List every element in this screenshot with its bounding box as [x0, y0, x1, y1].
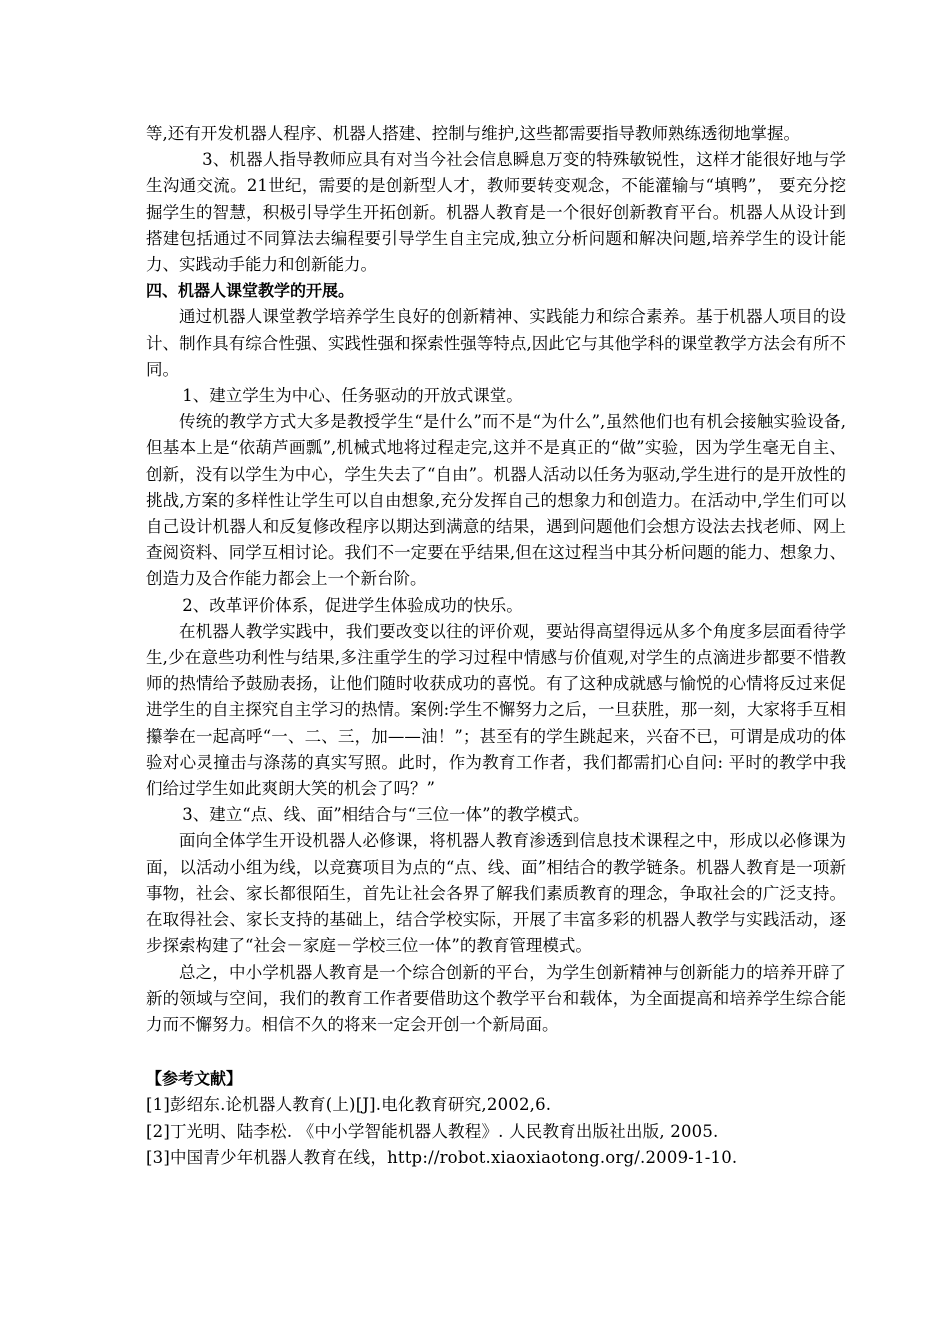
item-1-body: 传统的教学方式大多是教授学生“是什么”而不是“为什么”,虽然他们也有机会接触实验设备,但基本上是“依葫芦画瓢”,机械式地将过程走完,这并不是真正的“做”实验，因为学生毫无自主、创新，没有以学生为中心，学生失去了“自由”。机器人活动以任务为驱动,学生进行的是开放性的挑战,方案的多样性让学生可以自由想象,充分发挥自己的想象力和创造力。在活动中,学生们可以自己设计机器人和反复修改程序以期达到满意的结果，遇到问题他们会想方设法去找老师、网上查阅资料、同学互相讨论。我们不一定要在乎结果,但在这过程当中其分析问题的能力、想象力、创造力及合作能力都会上一个新台阶。 [146, 412, 846, 589]
section-heading-4: 四、机器人课堂教学的开展。 [146, 281, 355, 301]
paragraph-continuation: 等,还有开发机器人程序、机器人搭建、控制与维护,这些都需要指导教师熟练透彻地掌握。 [146, 124, 800, 143]
reference-item: [1]彭绍东.论机器人教育(上)[J].电化教育研究,2002,6. [146, 1095, 552, 1115]
reference-item: [2]丁光明、陆李松. 《中小学智能机器人教程》. 人民教育出版社出版, 2005. [146, 1121, 719, 1141]
conclusion-paragraph: 总之，中小学机器人教育是一个综合创新的平台，为学生创新精神与创新能力的培养开辟了新的领域与空间，我们的教育工作者要借助这个教学平台和载体，为全面提高和培养学生综合能力而不懈努力。相信不久的将来一定会开创一个新局面。 [146, 962, 846, 1034]
reference-item: [3]中国青少年机器人教育在线，http://robot.xiaoxiaotong.org/.2009-1-10. [146, 1147, 738, 1167]
item-3-title: 3、建立“点、线、面”相结合与“三位一体”的教学模式。 [182, 805, 590, 825]
item-2-body: 在机器人教学实践中，我们要改变以往的评价观，要站得高望得远从多个角度多层面看待学生,少在意些功利性与结果,多注重学生的学习过程中情感与价值观,对学生的点滴进步都要不惜教师的热情给予鼓励表扬，让他们随时收获成功的喜悦。有了这种成就感与愉悦的心情将反过来促进学生的自主探究自主学习的热情。案例:学生不懈努力之后，一旦获胜，那一刻，大家将手互相攥拳在一起高呼“一、二、三，加——油！”；甚至有的学生跳起来，兴奋不已，可谓是成功的体验对心灵撞击与涤荡的真实写照。此时，作为教育工作者，我们都需扪心自问: 平时的教学中我们给过学生如此爽朗大笑的机会了吗？” [146, 621, 846, 799]
paragraph-point-3: 3、机器人指导教师应具有对当今社会信息瞬息万变的特殊敏锐性，这样才能很好地与学生沟通交流。21世纪，需要的是创新型人才，教师要转变观念，不能灌输与“填鸭”， 要充分挖掘学生的智慧，积极引导学生开拓创新。机器人教育是一个很好创新教育平台。机器人从设计到搭建包括通过不同算法去编程要引导学生自主完成,独立分析问题和解决问题,培养学生的设计能力、实践动手能力和创新能力。 [146, 150, 846, 275]
item-1-title: 1、建立学生为中心、任务驱动的开放式课堂。 [182, 386, 523, 406]
references-title: 【参考文献】 [146, 1069, 243, 1089]
section-4-intro: 通过机器人课堂教学培养学生良好的创新精神、实践能力和综合素养。基于机器人项目的设计、制作具有综合性强、实践性强和探索性强等特点,因此它与其他学科的课堂教学方法会有所不同。 [146, 307, 846, 379]
item-3-body: 面向全体学生开设机器人必修课，将机器人教育渗透到信息技术课程之中，形成以必修课为面，以活动小组为线，以竞赛项目为点的“点、线、面”相结合的教学链条。机器人教育是一项新事物，社会、家长都很陌生，首先让社会各界了解我们素质教育的理念，争取社会的广泛支持。在取得社会、家长支持的基础上，结合学校实际，开展了丰富多彩的机器人教学与实践活动，逐步探索构建了“社会－家庭－学校三位一体”的教育管理模式。 [146, 831, 846, 956]
item-2-title: 2、改革评价体系，促进学生体验成功的快乐。 [182, 595, 523, 615]
references-section [146, 1066, 846, 1171]
document-page [146, 121, 846, 1171]
